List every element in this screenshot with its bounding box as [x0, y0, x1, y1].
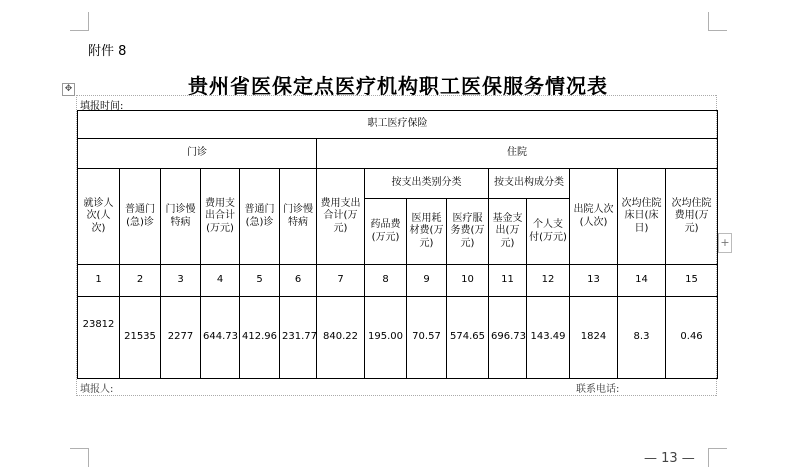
col-number: 12: [527, 265, 570, 297]
col-number: 4: [201, 265, 240, 297]
crop-mark-bottom-left: [70, 448, 89, 467]
gridline-bottom: [76, 395, 716, 396]
add-column-icon[interactable]: +: [718, 233, 732, 253]
page-title: 贵州省医保定点医疗机构职工医保服务情况表: [188, 74, 608, 98]
col-number: 9: [407, 265, 447, 297]
gridline-top: [76, 95, 716, 96]
col-number: 8: [365, 265, 407, 297]
col-number: 14: [618, 265, 666, 297]
filler-label: 填报人:: [80, 384, 114, 395]
header-group-top: 职工医疗保险: [78, 111, 718, 139]
header-inpatient: 住院: [317, 139, 718, 169]
table-row: [78, 297, 718, 379]
col-number: 10: [447, 265, 489, 297]
contact-label: 联系电话:: [576, 384, 620, 395]
header-col-2: 普通门(急)诊: [120, 169, 161, 265]
header-col-10: 医疗服务费(万元): [447, 199, 489, 265]
header-col-14: 次均住院床日(床日): [618, 169, 666, 265]
value-cell[interactable]: 195.00: [365, 297, 407, 379]
value-cell[interactable]: 70.57: [407, 297, 447, 379]
header-col-11: 基金支出(万元): [489, 199, 527, 265]
table-move-handle-icon[interactable]: ✥: [62, 83, 75, 96]
crop-mark-bottom-right: [708, 448, 727, 467]
value-cell[interactable]: 231.77: [280, 297, 317, 379]
crop-mark-top-left: [70, 12, 89, 31]
header-by-expense-type: 按支出类别分类: [365, 169, 489, 199]
header-col-6: 门诊慢特病: [280, 169, 317, 265]
crop-mark-top-right: [708, 12, 727, 31]
header-col-8: 药品费(万元): [365, 199, 407, 265]
col-number: 6: [280, 265, 317, 297]
col-number: 13: [570, 265, 618, 297]
header-col-5: 普通门(急)诊: [240, 169, 280, 265]
col-number: 7: [317, 265, 365, 297]
value-cell[interactable]: 0.46: [666, 297, 718, 379]
value-cell[interactable]: 2277: [161, 297, 201, 379]
col-number: 2: [120, 265, 161, 297]
header-by-expense-structure: 按支出构成分类: [489, 169, 570, 199]
fill-time-label: 填报时间:: [80, 101, 124, 112]
attachment-label: 附件 8: [88, 44, 127, 59]
header-col-15: 次均住院费用(万元): [666, 169, 718, 265]
value-cell[interactable]: 1824: [570, 297, 618, 379]
header-col-13: 出院人次(人次): [570, 169, 618, 265]
header-col-12: 个人支付(万元): [527, 199, 570, 265]
header-col-3: 门诊慢特病: [161, 169, 201, 265]
value-cell[interactable]: 412.96: [240, 297, 280, 379]
value-cell[interactable]: 143.49: [527, 297, 570, 379]
header-col-9: 医用耗材费(万元): [407, 199, 447, 265]
col-number: 5: [240, 265, 280, 297]
header-col-4: 费用支出合计(万元): [201, 169, 240, 265]
header-col-1: 就诊人次(人次): [78, 169, 120, 265]
value-cell[interactable]: 8.3: [618, 297, 666, 379]
service-table: [77, 110, 718, 379]
header-outpatient: 门诊: [78, 139, 317, 169]
header-col-7: 费用支出合计(万元): [317, 169, 365, 265]
value-cell[interactable]: 840.22: [317, 297, 365, 379]
col-number: 15: [666, 265, 718, 297]
value-cell[interactable]: 696.73: [489, 297, 527, 379]
page-number: — 13 —: [644, 451, 695, 466]
column-number-row: [78, 265, 718, 297]
value-visits[interactable]: 23812: [78, 297, 120, 379]
col-number: 11: [489, 265, 527, 297]
col-number: 3: [161, 265, 201, 297]
col-number: 1: [78, 265, 120, 297]
value-cell[interactable]: 574.65: [447, 297, 489, 379]
value-cell[interactable]: 644.73: [201, 297, 240, 379]
value-cell[interactable]: 21535: [120, 297, 161, 379]
